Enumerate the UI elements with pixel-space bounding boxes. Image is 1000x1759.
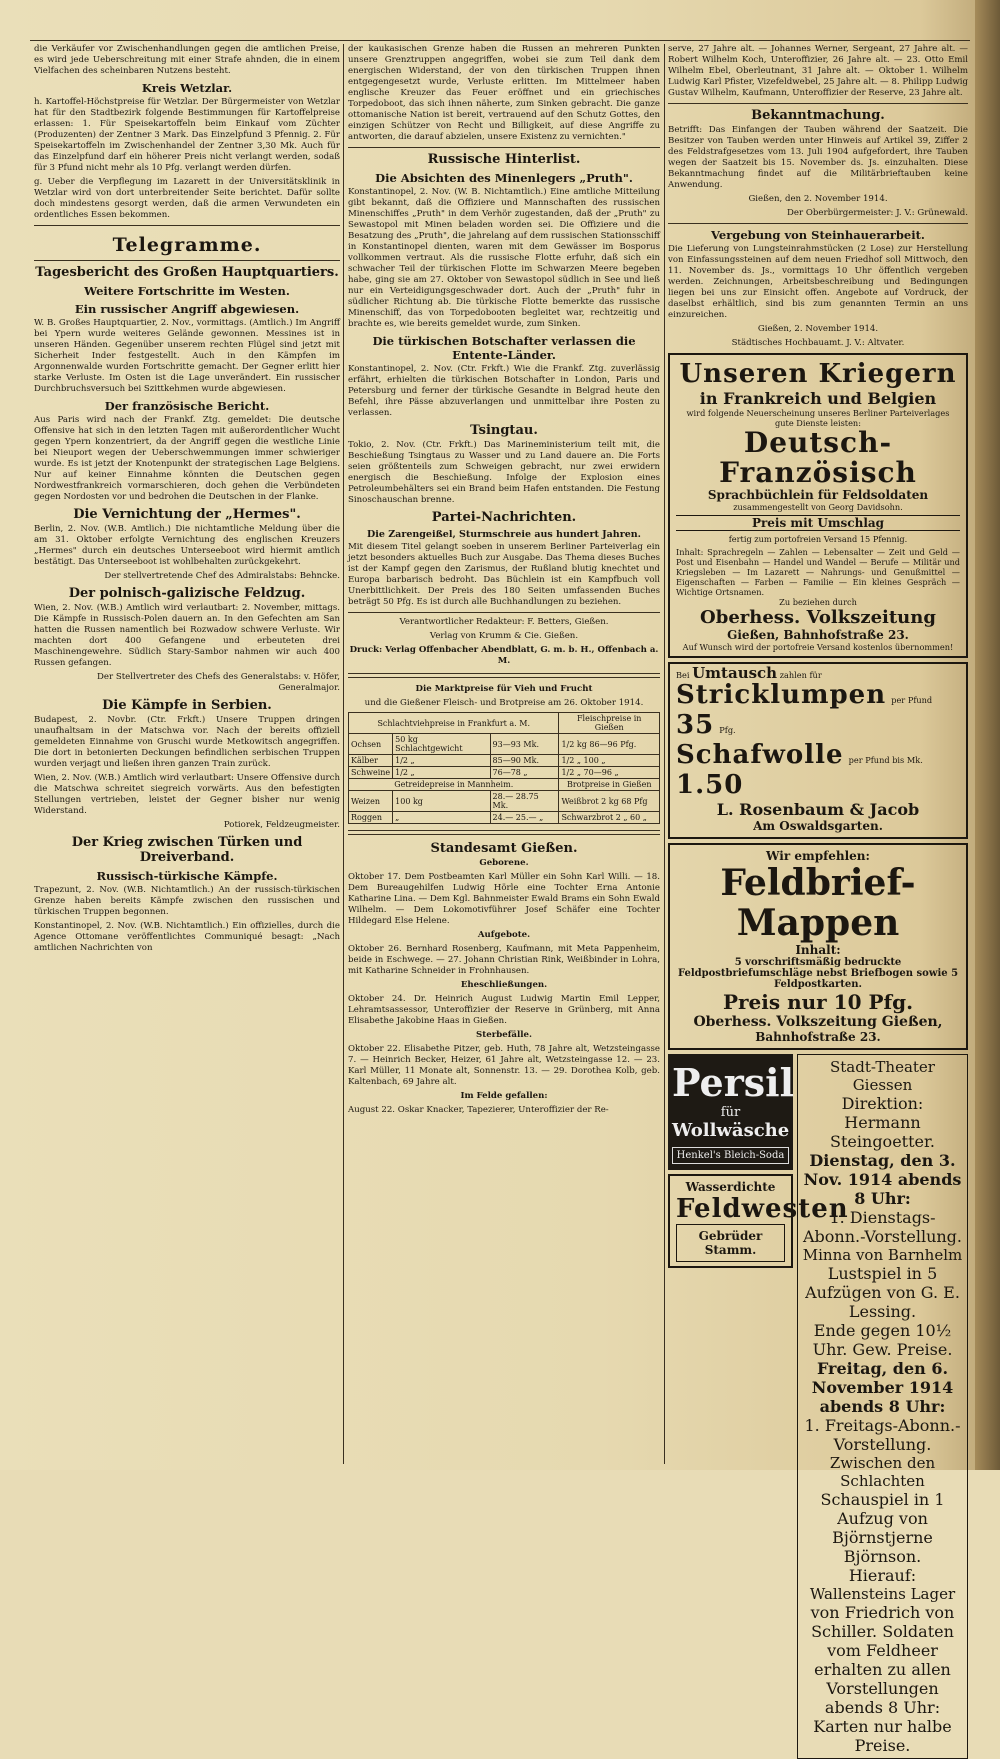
theater-abo: 1. Dienstags-Abonn.-Vorstellung. [802,1208,962,1246]
date-line: Gießen, 2. November 1914. [757,324,879,334]
intro-text: die Verkäufer vor Zwischenhandlungen gegen die amtlichen Preise, es wird jede Ueberschreitung mit einer Strafe ahnden, die in einem Vielfachen des scheinbaren Nutzens besteht. [34,44,340,76]
ad-headline: Unseren Kriegern [679,359,957,389]
ad-schafwolle: Schafwolle [676,740,844,770]
ad-stricklumpen: Stricklumpen [676,680,887,710]
signature: Der stellvertretende Chef des Admiralstabs: Behncke. [104,571,340,581]
market-title: Die Marktpreise für Vieh und Frucht [415,684,593,694]
article-text: Trapezunt, 2. Nov. (W.B. Nichtamtlich.) An der russisch-türkischen Grenze haben bereits Kämpfe zwischen den russischen und türkischen Truppen begonnen. [34,885,340,917]
ad-left-stack [668,1054,849,1759]
ad-address: Bahnhofstraße 23. [755,1030,881,1044]
signature: Städtisches Hochbauamt. J. V.: Altvater. [731,338,905,348]
article-text: Oktober 22. Elisabethe Pitzer, geb. Huth, 78 Jahre alt, Wetzsteingasse 7. — Heinrich Becker, Heizer, 61 Jahre alt, Wetzsteingasse 12. — 23. Karl Müller, 11 Monate alt, Sonnenstr. 13. — 29. Dorothea Kolb, geb. Kaltenbach, 69 Jahre alt. [348,1044,660,1087]
subheading-zarengeissel: Die Zarengeißel, Sturmschreie aus hundert Jahren. [367,529,641,540]
heading-partei: Partei-Nachrichten. [431,510,577,525]
signature: Der Oberbürgermeister: J. V.: Grünewald. [787,208,968,218]
theater-direktion: Direktion: Hermann Steingoetter. [830,1094,935,1151]
subheading-geborene: Geborene. [479,858,529,868]
subheading-kaempfe: Russisch-türkische Kämpfe. [96,869,278,883]
divider [348,612,660,613]
persil-wollwaesche: Wollwäsche [672,1120,790,1141]
cell: 1/2 „ [393,767,490,779]
theater-ende: Ende gegen 10½ Uhr. Gew. Preise. [812,1321,953,1359]
double-divider [348,673,660,678]
article-text: Wien, 2. Nov. (W.B.) Amtlich wird verlautbart: 2. November, mittags. Die Kämpfe in Russisch-Polen dauern an. In den Gefechten am San hatten die Russen namentlich bei Rozwadow schwere Verluste. Wir machten dort 400 Gefangene und erbeuteten drei Maschinengewehre. Südlich Stary-Sambor nahmen wir auch 400 Russen gefangen. [34,603,340,668]
ad-strickwolle [668,662,968,839]
ad-per-pfund: per Pfund [891,695,933,705]
ad-bei: Bei [676,670,690,680]
divider [34,260,340,261]
ad-price: Preis nur 10 Pfg. [722,990,914,1014]
article-text: Aus Paris wird nach der Frankf. Ztg. gemeldet: Die deutsche Offensive hat sich in den letzten Tagen mit außerordentlicher Wucht gegen Ypern konzentriert, da der Angriff gegen die westliche Linie bei Nieuport wegen der Ueberschwemmungen immer schwieriger wurde. Es ist jetzt der Knotenpunkt der strategischen Lage Belgiens. Nur auf keiner Einnahme könnten die Deutschen gegen Nordwestfrankreich vormarschieren, doch gehen die Verbündeten gegen Nordosten vor und bedrohen die Deutschen in der Flanke. [34,415,340,502]
ad-publisher: Oberhess. Volkszeitung Gießen, [693,1014,943,1030]
theater-genre: Schauspiel in 1 Aufzug von Björnstjerne Björnson. [820,1490,945,1566]
ad-price-schaf: 1.50 [676,770,744,800]
article-text: W. B. Großes Hauptquartier, 2. Nov., vormittags. (Amtlich.) Im Angriff bei Ypern wurde weiteres Gelände gewonnen. Messines ist in unseren Händen. Gegenüber unserem rechten Flügel sind jetzt mit Sicherheit Inder festgestellt. Auch in den Kämpfen im Argonnenwalde wurden Fortschritte gemacht. Der Gegner erlitt hier starke Verluste. Im Osten ist die Lage unverändert. Ein russischer Durchbruchsversuch bei Szittkehmen wurde abgewiesen. [34,318,340,394]
theater-play: Zwischen den Schlachten [829,1454,936,1490]
cell: 24.— 25.— „ [490,812,559,824]
ad-feldbrief [668,843,968,1050]
theater-play: Wallensteins Lager [809,1585,956,1603]
ad-umtausch: Umtausch [692,664,778,682]
feld-title: Feldwesten [676,1194,849,1224]
ad-price: Preis mit Umschlag [676,515,960,531]
divider [668,223,968,224]
ad-theater [797,1054,968,1759]
heading-kreis-wetzlar: Kreis Wetzlar. [141,81,233,95]
ad-address: Gießen, Bahnhofstraße 23. [727,628,909,642]
market-subtitle: und die Gießener Fleisch- und Brotpreise am 26. Oktober 1914. [364,698,644,708]
subheading-felde: Im Felde gefallen: [460,1091,548,1101]
article-text: Budapest, 2. Novbr. (Ctr. Frkft.) Unsere Truppen dringen unaufhaltsam in der Matschwa vor. Nach der bereits offiziell gemeldeten Einnahme von Gruschi wurde Metkowitsch angegriffen. Die dort in betonierten Deckungen befindlichen serbischen Truppen wurden verjagt und ließen ihren ganzen Train zurück. [34,715,340,769]
grain-head-right: Brotpreise in Gießen [559,779,660,791]
subheading-sterbe: Sterbefälle. [476,1030,532,1040]
cell: Schwarzbrot 2 „ 60 „ [559,812,660,824]
table-row [349,755,660,767]
cell: Weißbrot 2 kg 68 Pfg [559,791,660,812]
signature: Potiorek, Feldzeugmeister. [223,820,340,830]
cell: Weizen [349,791,393,812]
intro-text: serve, 27 Jahre alt. — Johannes Werner, Sergeant, 27 Jahre alt. — Robert Wilhelm Koch, Unteroffizier, 26 Jahre alt. — 23. Otto Emil Wilhelm Ebel, Oberleutnant, 31 Jahre alt. — Oktober 1. Wilhelm Ludwig Karl Pfister, Vizefeldwebel, 25 Jahre alt. — 8. Philipp Ludwig Gustav Wilhelm, Kaufmann, Unteroffizier der Reserve, 23 Jahre alt. [668,44,968,98]
column-rule-2 [664,44,665,1464]
article-text: Tokio, 2. Nov. (Ctr. Frkft.) Das Marineministerium teilt mit, die Beschießung Tsingtaus zu Wasser und zu Land dauere an. Die Forts seien größtenteils zum Schweigen gebracht, nur zwei erwidern energisch die Beschießung. Infolge der Explosion eines Petroleumbehälters sei ein Brand beim Hafen entstanden. Die Festung Sinoschauschan brenne. [348,440,660,505]
table-row [349,791,660,812]
heading-tagesbericht: Tagesbericht des Großen Hauptquartiers. [35,265,339,280]
ad-row-bottom [668,1054,968,1759]
column-2 [348,44,660,1464]
ad-note: Auf Wunsch wird der portofreie Versand kostenlos übernommen! [682,642,954,652]
top-rule [30,40,970,41]
ad-head: Wir empfehlen: [766,849,870,863]
grain-head-left: Getreidepreise in Mannheim. [349,779,559,791]
ad-inhalt: Inhalt: [795,943,841,957]
heading-franz-bericht: Der französische Bericht. [104,399,270,413]
theater-genre: von Friedrich von Schiller. Soldaten vom Feldheer erhalten zu allen Vorstellungen abends 8 Uhr: Karten nur halbe Preise. [810,1603,955,1755]
cell: 28.— 28.75 Mk. [490,791,559,812]
divider [348,147,660,148]
persil-fuer: für [720,1105,741,1120]
ad-content: Inhalt: Sprachregeln — Zahlen — Lebensalter — Zeit und Geld — Post und Eisenbahn — Handel und Wandel — Berufe — Militär und Kriegsleben — Im Lazarett — Nahrungs- und Genußmittel — Eigenschaften — Farben — Familie — Ein kleines Gespräch — Wichtige Ortsnamen. [676,547,960,597]
column-rule-1 [343,44,344,1464]
cell: 100 kg [393,791,490,812]
feld-firm: Gebrüder Stamm. [676,1224,785,1262]
market-head-right: Fleischpreise in Gießen [559,713,660,734]
cell: „ [393,812,490,824]
column-3 [668,44,968,1755]
divider [34,225,340,226]
table-row [349,734,660,755]
article-text: August 22. Oskar Knacker, Tapezierer, Unteroffizier der Re- [348,1105,609,1115]
article-text: g. Ueber die Verpflegung im Lazarett in der Universitätsklinik in Wetzlar wird von dort unterbreitender Seite berichtet. Dafür sollte doch mindestens gesorgt werden, daß die armen Verwundeten ein ordentliches Essen bekommen. [34,177,340,220]
theater-genre: Lustspiel in 5 Aufzügen von G. E. Lessing. [805,1264,960,1321]
ad-price-detail: fertig zum portofreien Versand 15 Pfennig. [728,534,908,544]
ad-price-strick: 35 [676,710,715,740]
article-text: Oktober 26. Bernhard Rosenberg, Kaufmann, mit Meta Pappenheim, beide in Eschwege. — 27. Johann Christian Rink, Weißbinder in Lohra, mit Katharine Schneider in Frohnhausen. [348,944,660,976]
theater-abo: 1. Freitags-Abonn.-Vorstellung. [804,1416,961,1454]
heading-vergebung: Vergebung von Steinhauerarbeit. [711,228,925,242]
heading-tsingtau: Tsingtau. [470,423,538,438]
adjacent-page-edge [975,0,1000,1470]
ad-per-pfund-bis: per Pfund bis Mk. [848,755,923,765]
ad-zahlen: zahlen für [779,670,822,680]
theater-date: Freitag, den 6. November 1914 abends 8 Uhr: [811,1359,954,1416]
heading-telegramme: Telegramme. [112,234,262,256]
heading-standesamt: Standesamt Gießen. [430,841,578,856]
article-text: Die Lieferung von Lungsteinrahmstücken (2 Lose) zur Herstellung von Einfassungssteinen auf dem neuen Friedhof soll Mittwoch, den 11. November ds. Js., vormittags 10 Uhr öffentlich vergeben werden. Zeichnungen, Arbeitsbeschreibung und Bedingungen liegen bei uns zur Einsicht offen. Angebote auf Vordruck, der daselbst erhältlich, sind bis zum genannten Termin an uns einzureichen. [668,244,968,320]
table-row [349,767,660,779]
article-text: Konstantinopel, 2. Nov. (W. B. Nichtamtlich.) Eine amtliche Mitteilung gibt bekannt, daß die Offiziere und Mannschaften des russischen Minenschiffes „Pruth" in dem Verhör zugestanden, daß der „Pruth" zu Sewastopol mit Minen beladen worden sei. Die Offiziere und die Besatzung des „Pruth", die jahrelang auf dem russischen Stationsschiff in Konstantinopel dienten, waren mit dem Gewässer im Bosporus vollkommen vertraut. Als die russische Flotte erfuhr, daß sich ein schwacher Teil der türkischen Flotte im Schwarzen Meere begeben habe, ging sie am 27. Oktober von Sewastopol südlich in See und ließ nur ein Verteidigungsgeschwader dort. Auch der „Pruth" fuhr in südlicher Richtung ab. Die türkische Flotte bemerkte das russische Minenschiff, das von Torpedobooten begleitet war, rechtzeitig und brachte es, wie bereits gemeldet wurde, zum Sinken. [348,187,660,329]
heading-bekanntmachung: Bekanntmachung. [751,108,885,123]
subheading-pruth: Die Absichten des Minenlegers „Pruth". [375,171,633,185]
ad-firm: L. Rosenbaum & Jacob [716,800,920,819]
intro-text: der kaukasischen Grenze haben die Russen an mehreren Punkten unsere Grenztruppen angegriffen, wobei sie zum Teil dank dem energischen Widerstand, der von den türkischen Truppen ihnen entgegengesetzt wurde, Verluste erlitten. Im Mittelmeer haben englische Kreuzer das Feuer eröffnet und ein griechisches Torpedoboot, das sich ihnen näherte, zum Sinken gebracht. Die ganze ottomanische Nation ist bereit, vertrauend auf den Schutz Gottes, den einzigen Schützer von Recht und Billigkeit, auf diese Angriffe zu antworten, die darauf abzielen, unsere Existenz zu vernichten." [348,44,660,142]
cell: 1/2 „ [393,755,490,767]
persil-name: Persil [672,1060,795,1105]
cell: 50 kg Schlachtgewicht [393,734,490,755]
ad-place: Am Oswaldsgarten. [753,819,883,833]
persil-henkel: Henkel's Bleich-Soda [672,1147,789,1164]
cell: 93—93 Mk. [490,734,559,755]
verlag-line: Verlag von Krumm & Cie. Gießen. [429,631,579,641]
subheading-fortschritte: Weitere Fortschritte im Westen. [84,284,290,298]
divider [668,103,968,104]
article-text: Berlin, 2. Nov. (W.B. Amtlich.) Die nichtamtliche Meldung über die am 31. Oktober erfolgte Vernichtung des englischen Kreuzers „Hermes" durch ein deutsches Unterseeboot wird hiermit amtlich bestätigt. Das Unterseeboot ist wohlbehalten zurückgekehrt. [34,524,340,567]
article-text: h. Kartoffel-Höchstpreise für Wetzlar. Der Bürgermeister von Wetzlar hat für den Stadtbezirk folgende Bestimmungen für Kartoffelpreise erlassen: 1. Für Speisekartoffeln beim Einkauf vom Züchter (Produzenten) der Zentner 3 Mark. Das Einzelpfund 3 Pfennig. 2. Für Speisekartoffeln im Zwischenhandel der Zentner 3,30 Mk. Auch für das Einzelpfund darf ein höherer Preis nicht verlangt werden, sodaß für 3 Pfund nicht mehr als 10 Pfg. verlangt werden dürfen. [34,97,340,173]
heading-serbien: Die Kämpfe in Serbien. [102,698,272,713]
ad-text: 5 vorschriftsmäßig bedruckte Feldpostbriefumschläge nebst Briefbogen sowie 5 Feldpostkarten. [677,957,959,990]
table-row [349,812,660,824]
signature: Der Stellvertreter des Chefs des Generalstabs: v. Höfer, Generalmajor. [97,672,340,693]
ad-sprachbuechlein [668,353,968,658]
theater-play: Minna von Barnhelm [802,1246,963,1264]
druck-line: Druck: Verlag Offenbacher Abendblatt, G. m. b. H., Offenbach a. M. [349,645,659,666]
ad-feldwesten [668,1174,849,1268]
cell: Kälber [349,755,393,767]
heading-botschafter: Die türkischen Botschafter verlassen die Entente-Länder. [372,334,636,362]
article-text: Oktober 24. Dr. Heinrich August Ludwig Martin Emil Lepper, Lehramtsassessor, Unteroffizier der Reserve in Grünberg, mit Anna Elisabethe Jakobine Haas in Gießen. [348,994,660,1026]
heading-galizisch: Der polnisch-galizische Feldzug. [68,586,306,601]
ad-publisher: Oberhess. Volkszeitung [700,607,936,628]
subheading-ehe: Eheschließungen. [460,980,548,990]
redakteur-line: Verantwortlicher Redakteur: F. Betters, Gießen. [399,617,609,627]
article-text: Oktober 17. Dem Postbeamten Karl Müller ein Sohn Karl Willi. — 18. Dem Bureaugehilfen Ludwig Hörle eine Tochter Erna Antonie Katharine Lina. — Dem Kgl. Bahnmeister Ewald Brams ein Sohn Ewald Wilhelm. — Dem Lokomotivführer Josef Schäfer eine Tochter Hildegard Else Helene. [348,872,660,926]
double-divider [348,830,660,835]
cell: Schweine [349,767,393,779]
ad-intro: wird folgende Neuerscheinung unseres Berliner Parteiverlages gute Dienste leisten: [686,408,950,428]
heading-hermes: Die Vernichtung der „Hermes". [73,507,301,522]
theater-date: Dienstag, den 3. Nov. 1914 abends 8 Uhr: [803,1151,962,1208]
theater-hierauf: Hierauf: [848,1566,917,1585]
article-text: Konstantinopel, 2. Nov. (Ctr. Frkft.) Wie die Frankf. Ztg. zuverlässig erfährt, erhielten die türkischen Botschafter in London, Paris und Petersburg und ferner der türkische Gesandte in Belgrad heute den Befehl, ihre Pässe abzuverlangen und unmittelbar ihre Posten zu verlassen. [348,364,660,418]
ad-subheadline: in Frankreich und Belgien [699,389,937,408]
ad-title: Deutsch-Französisch [719,426,917,489]
ad-bezug: Zu beziehen durch [779,597,857,607]
cell: 85—90 Mk. [490,755,559,767]
ad-title: Feldbrief-Mappen [720,862,916,944]
cell: 1/2 „ 70—96 „ [559,767,660,779]
ad-pfg: Pfg. [719,725,736,735]
cell: Roggen [349,812,393,824]
cell: 1/2 „ 100 „ [559,755,660,767]
ad-persil [668,1054,793,1170]
market-head-left: Schlachtviehpreise in Frankfurt a. M. [349,713,559,734]
article-text: Wien, 2. Nov. (W.B.) Amtlich wird verlautbart: Unsere Offensive durch die Matschwa schreitet siegreich vorwärts. Aus den befestigten Stellungen vertrieben, leistet der Gegner bisher nur wenig Widerstand. [34,773,340,816]
article-text: Konstantinopel, 2. Nov. (W.B. Nichtamtlich.) Ein offizielles, durch die Agence Ottomane veröffentlichtes Communiqué besagt: „Nach amtlichen Nachrichten von [34,921,340,953]
theater-title: Stadt-Theater Giessen [830,1058,935,1094]
cell: 76—78 „ [490,767,559,779]
ad-author: zusammengestellt von Georg Davidsohn. [733,502,903,512]
subheading-angriff: Ein russischer Angriff abgewiesen. [74,302,300,316]
market-table [348,712,660,824]
heading-krieg: Der Krieg zwischen Türken und Dreiverband. [71,835,303,865]
cell: Ochsen [349,734,393,755]
article-text: Mit diesem Titel gelangt soeben in unserem Berliner Parteiverlag ein jetzt besonders aktuelles Buch zur Ausgabe. Das Thema dieses Buches ist der Kampf gegen den Zarismus, der Rußland blutig knechtet und Europa barbarisch bedroht. Das Büchlein ist ein Kampfbuch voll Unerbittlichkeit. Der Preis des 180 Seiten umfassenden Buches beträgt 50 Pfg. Es ist durch alle Buchhandlungen zu beziehen. [348,542,660,607]
subheading-aufgebote: Aufgebote. [477,930,531,940]
date-line: Gießen, den 2. November 1914. [748,194,888,204]
heading-hinterlist: Russische Hinterlist. [427,152,581,167]
column-1 [34,44,340,1464]
cell: 1/2 kg 86—96 Pfg. [559,734,660,755]
ad-subtitle: Sprachbüchlein für Feldsoldaten [707,488,929,502]
article-text: Betrifft: Das Einfangen der Tauben während der Saatzeit. Die Besitzer von Tauben werden unter Hinweis auf Artikel 39, Ziffer 2 des Feldstrafgesetzes vom 13. Juli 1904 aufgefordert, ihre Tauben wegen der Saatzeit bis 15. November ds. Js. einzuhalten. Diese Bekanntmachung findet auf die Militärbrieftauben keine Anwendung. [668,125,968,190]
feld-heading: Wasserdichte [685,1180,776,1194]
